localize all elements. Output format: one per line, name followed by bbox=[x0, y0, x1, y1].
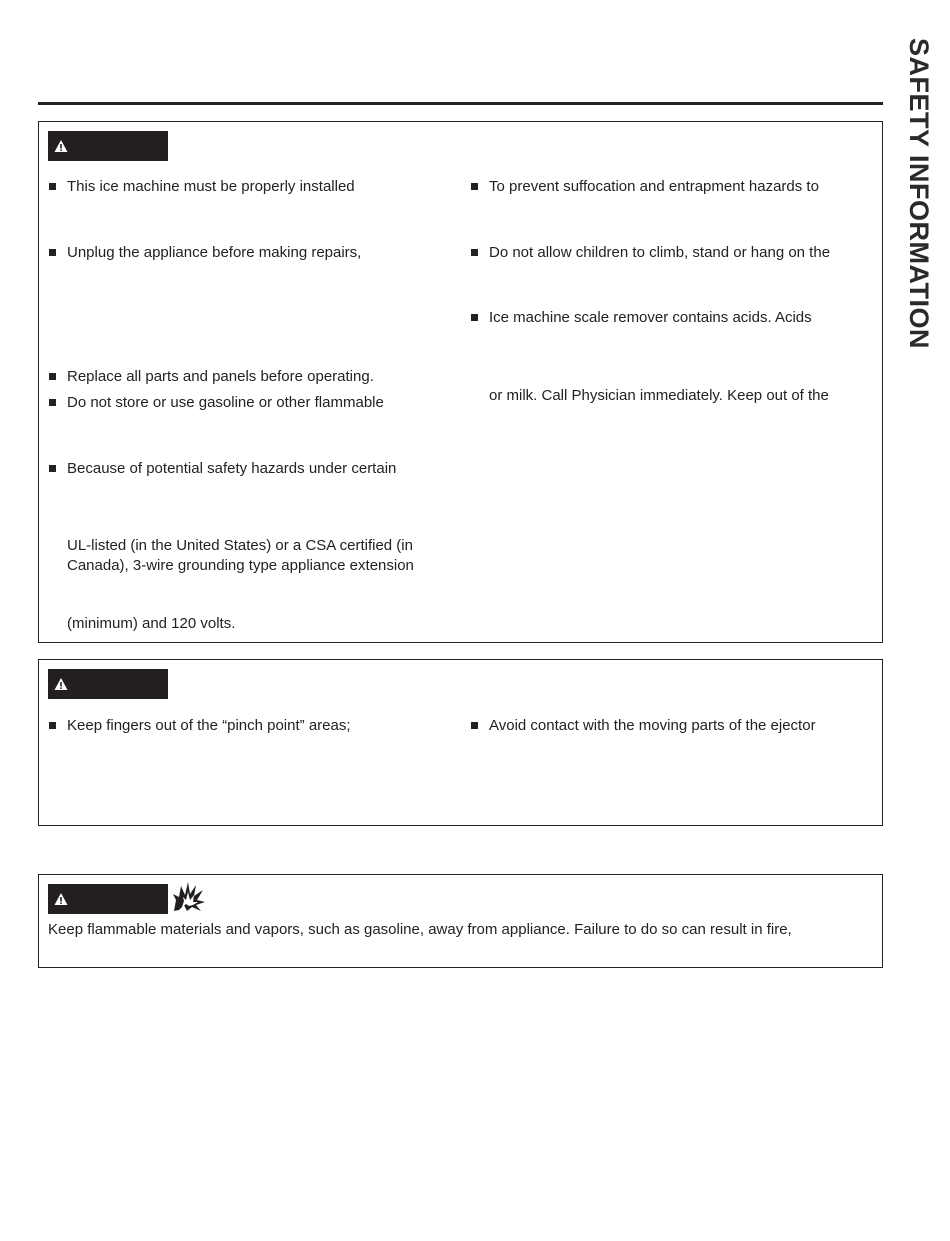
warning-label bbox=[48, 131, 168, 161]
header-rule bbox=[38, 102, 883, 105]
list-item: Avoid contact with the moving parts of the ejector bbox=[489, 717, 816, 734]
list-item: Keep fingers out of the “pinch point” areas; bbox=[67, 717, 351, 734]
list-item: To prevent suffocation and entrapment hazards to bbox=[489, 178, 819, 195]
list-item: Replace all parts and panels before operating. bbox=[67, 368, 374, 385]
bullet bbox=[471, 722, 478, 729]
bullet bbox=[49, 722, 56, 729]
bullet bbox=[471, 183, 478, 190]
warning-label bbox=[48, 884, 168, 914]
bullet bbox=[471, 314, 478, 321]
bullet bbox=[49, 249, 56, 256]
list-item-continuation: or milk. Call Physician immediately. Keep out of the bbox=[489, 387, 829, 404]
list-item: This ice machine must be properly installed bbox=[67, 178, 355, 195]
list-item-continuation: UL-listed (in the United States) or a CSA certified (in bbox=[67, 537, 413, 554]
list-item-continuation: Canada), 3-wire grounding type appliance extension bbox=[67, 557, 414, 574]
list-item: Ice machine scale remover contains acids. Acids bbox=[489, 309, 812, 326]
warning-triangle-icon bbox=[54, 677, 68, 691]
bullet bbox=[471, 249, 478, 256]
list-item: Because of potential safety hazards under certain bbox=[67, 460, 397, 477]
bullet bbox=[49, 465, 56, 472]
list-item: Unplug the appliance before making repairs, bbox=[67, 244, 362, 261]
bullet bbox=[49, 373, 56, 380]
bullet bbox=[49, 399, 56, 406]
bullet bbox=[49, 183, 56, 190]
warning-triangle-icon bbox=[54, 892, 68, 906]
warning-text: Keep flammable materials and vapors, such as gasoline, away from appliance. Failure to do so can result in fire, bbox=[48, 921, 792, 938]
explosion-icon bbox=[172, 880, 206, 912]
warning-triangle-icon bbox=[54, 139, 68, 153]
list-item: Do not allow children to climb, stand or hang on the bbox=[489, 244, 831, 261]
list-item-continuation: (minimum) and 120 volts. bbox=[67, 615, 236, 632]
section-title: SAFETY INFORMATION bbox=[904, 38, 934, 349]
warning-label bbox=[48, 669, 168, 699]
list-item: Do not store or use gasoline or other flammable bbox=[67, 394, 384, 411]
